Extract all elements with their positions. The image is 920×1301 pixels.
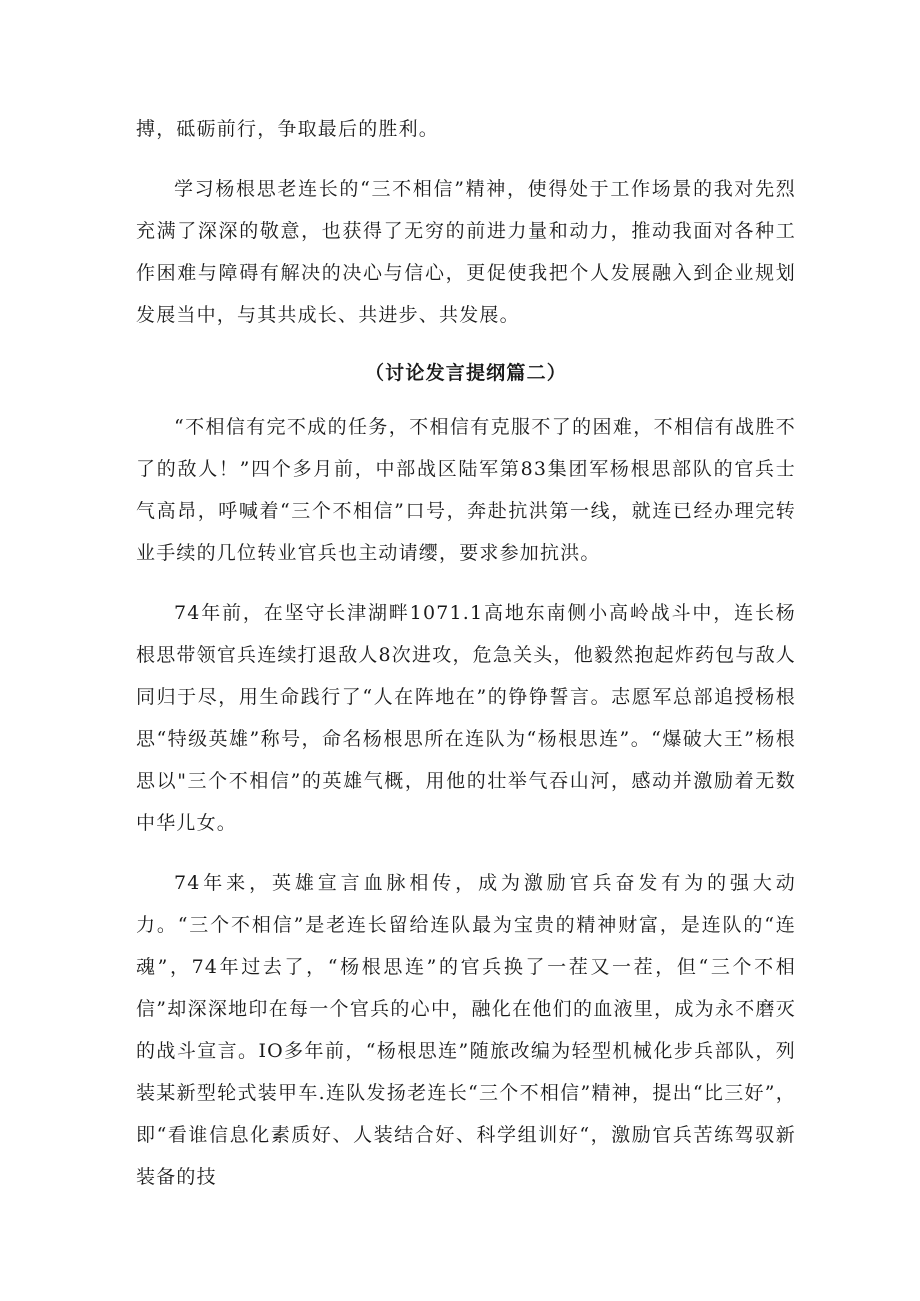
paragraph-slogan: “不相信有完不成的任务，不相信有克服不了的困难，不相信有战胜不了的敌人！”四个多月前，中部战区陆军第83集团军杨根思部队的官兵士气高昂，呼喊着“三个不相信”口号，奔赴抗洪第一线，就连已经办理完转业手续的几位转业官兵也主动请缨，要求参加抗洪。 bbox=[136, 416, 796, 564]
paragraph-legacy: 74年来，英雄宣言血脉相传，成为激励官兵奋发有为的强大动力。“三个不相信”是老连长留给连队最为宝贵的精神财富，是连队的“连魂”，74年过去了，“杨根思连”的官兵换了一茬又一茬，但“三个不相信”却深深地印在每一个官兵的心中，融化在他们的血液里，成为永不磨灭的战斗宣言。IO多年前，“杨根思连”随旅改编为轻型机械化步兵部队，列装某新型轮式装甲车.连队发扬老连长“三个不相信”精神，提出“比三好”，即“看谁信息化素质好、人装结合好、科学组训好“，激励官兵苦练驾驭新装备的技 bbox=[136, 872, 796, 1188]
paragraph-reflection: 学习杨根思老连长的“三不相信”精神，使得处于工作场景的我对先烈充满了深深的敬意，也获得了无穷的前进力量和动力，推动我面对各种工作困难与障碍有解决的决心与信心，更促使我把个人发展融入到企业规划发展当中，与其共成长、共进步、共发展。 bbox=[136, 178, 796, 326]
paragraph-history: 74年前，在坚守长津湖畔1071.1高地东南侧小高岭战斗中，连长杨根思带领官兵连续打退敌人8次进攻，危急关头，他毅然抱起炸药包与敌人同归于尽，用生命践行了“人在阵地在”的铮铮誓言。志愿军总部追授杨根思“特级英雄”称号，命名杨根思所在连队为“杨根思连”。“爆破大王”杨根思以"三个不相信”的英雄气概，用他的壮举气吞山河，感动并激励着无数中华儿女。 bbox=[136, 602, 796, 834]
section-heading: （讨论发言提纲篇二） bbox=[364, 362, 567, 384]
document-page bbox=[136, 108, 796, 1198]
paragraph-continuation: 搏，砥砺前行，争取最后的胜利。 bbox=[136, 118, 440, 140]
